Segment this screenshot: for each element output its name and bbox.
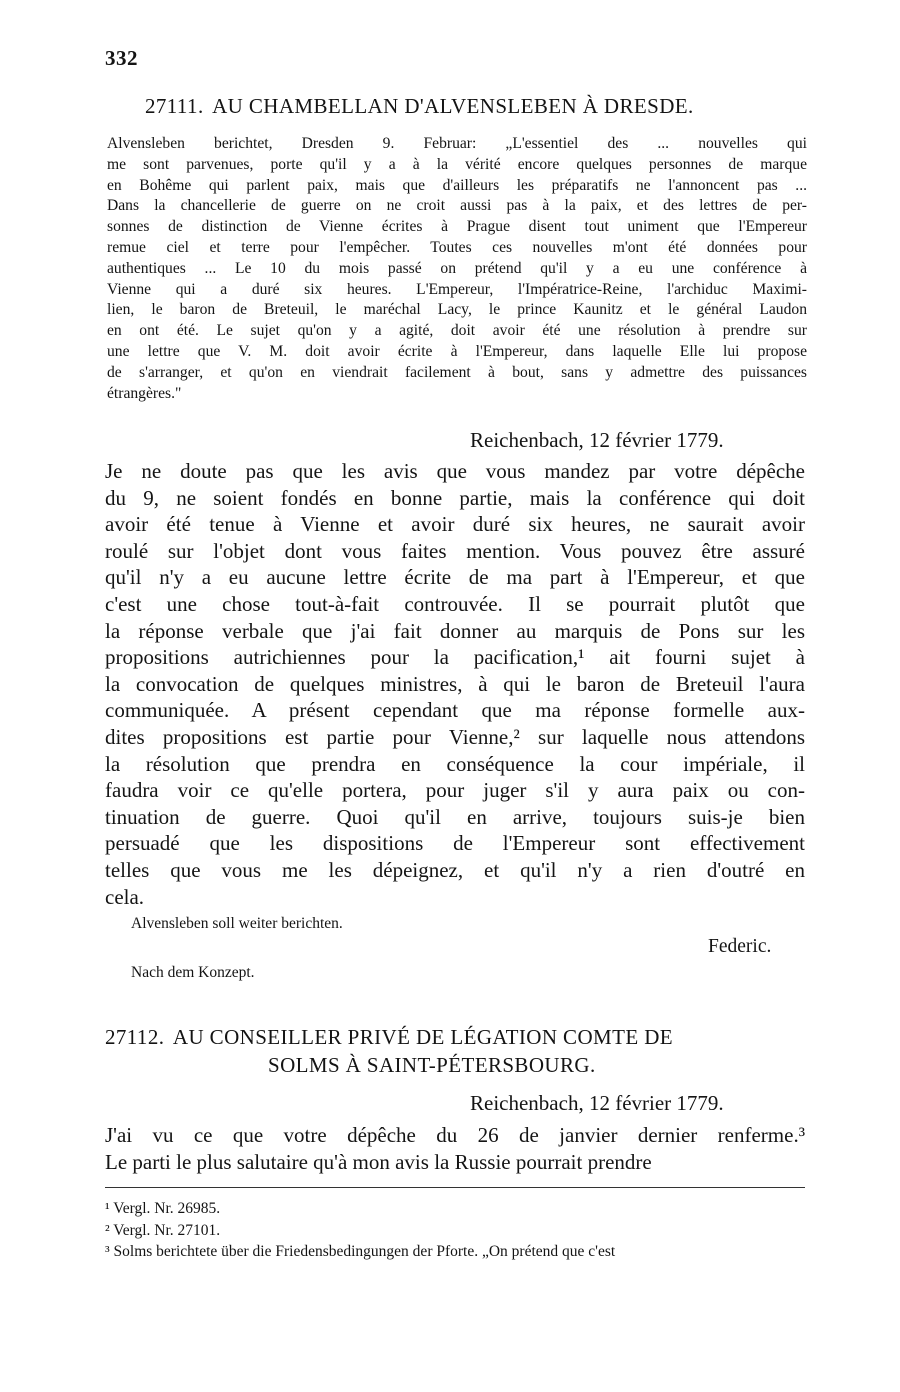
summary-line: Alvensleben berichtet, Dresden 9. Februar: „L'essentiel des ... nouvelles qui (107, 135, 807, 152)
body-line: propositions autrichiennes pour la pacification,¹ ait fourni sujet à (105, 645, 805, 670)
body-line: Je ne doute pas que les avis que vous mandez par votre dépêche (105, 459, 805, 483)
signature: Federic. (708, 936, 772, 957)
letter-title-2-line2: SOLMS À SAINT-PÉTERSBOURG. (268, 1053, 596, 1077)
body-line: la réponse verbale que j'ai fait donner au marquis de Pons sur les (105, 618, 805, 643)
summary-line: me sont parvenues, porte qu'il y a à la vérité encore quelques personnes de marque (107, 155, 807, 173)
body-line: telles que vous me les dépeignez, et qu'il n'y a rien d'outré en (105, 857, 805, 882)
summary-line: une lettre que V. M. doit avoir écrite à l'Empereur, dans laquelle Elle lui propose (107, 342, 807, 360)
summary-line: Vienne qui a duré six heures. L'Empereur, l'Impératrice-Reine, l'archiduc Maximi- (107, 280, 807, 298)
footnotes (105, 1198, 825, 1263)
dateline: Reichenbach, 12 février 1779. (470, 428, 724, 452)
footnote: ² Vergl. Nr. 27101. (105, 1221, 221, 1239)
body-line: roulé sur l'objet dont vous faites mention. Vous pouvez être assuré (105, 538, 805, 563)
letter-number: 27111. (145, 94, 204, 118)
letter-title-2-line1: AU CONSEILLER PRIVÉ DE LÉGATION COMTE DE (172, 1025, 674, 1049)
summary-line: lien, le baron de Breteuil, le maréchal Lacy, le prince Kaunitz et le général Laudon (107, 301, 807, 319)
body-line: la résolution que prendra en conséquence la cour impériale, il (105, 751, 805, 776)
summary-line: en Bohême qui parlent paix, mais que d'ailleurs les préparatifs ne l'annoncent pas ... (107, 176, 807, 194)
footnote-rule (105, 1187, 805, 1188)
summary-line: remue ciel et terre pour l'empêcher. Toutes ces nouvelles m'ont été données pour (107, 238, 807, 256)
body-line: du 9, ne soient fondés en bonne partie, mais la conférence qui doit (105, 485, 805, 510)
body-line: faudra voir ce qu'elle portera, pour juger s'il y aura paix ou con- (105, 778, 805, 803)
body-line: c'est une chose tout-à-fait controuvée. Il se pourrait plutôt que (105, 591, 805, 616)
letter-body-2 (105, 1122, 805, 1175)
letter-heading (145, 94, 845, 119)
letter-title: AU CHAMBELLAN D'ALVENSLEBEN À DRESDE. (212, 94, 694, 118)
body-line: J'ai vu ce que votre dépêche du 26 de janvier dernier renferme.³ (105, 1123, 805, 1147)
summary-line: sonnes de distinction de Vienne écrites à Prague disent tout uniment que l'Empereur (107, 218, 807, 236)
body-line: la convocation de quelques ministres, à qui le baron de Breteuil l'aura (105, 671, 805, 696)
body-line: avoir été tenue à Vienne et avoir duré six heures, ne saurait avoir (105, 512, 805, 537)
body-line: cela. (105, 884, 145, 909)
letter-number-2: 27112. (105, 1025, 165, 1049)
body-line: qu'il n'y a eu aucune lettre écrite de ma part à l'Empereur, et que (105, 565, 805, 590)
letter-body (105, 458, 805, 910)
summary-line: en ont été. Le sujet qu'on y a agité, doit avoir été une résolution à prendre sur (107, 322, 807, 340)
body-line: persuadé que les dispositions de l'Empereur sont effectivement (105, 831, 805, 856)
editorial-note: Alvensleben soll weiter berichten. (131, 915, 343, 932)
body-line: tinuation de guerre. Quoi qu'il en arrive, toujours suis-je bien (105, 804, 805, 829)
source-note: Nach dem Konzept. (131, 964, 255, 981)
summary-line: de s'arranger, et qu'on en viendrait facilement à bout, sans y admettre des puissances (107, 363, 807, 381)
body-line: dites propositions est partie pour Vienne,² sur laquelle nous attendons (105, 724, 805, 749)
summary-line: authentiques ... Le 10 du mois passé on prétend qu'il y a eu une conférence à (107, 259, 807, 277)
summary-line: Dans la chancellerie de guerre on ne croit aussi pas à la paix, et des lettres de per- (107, 197, 807, 215)
footnote: ¹ Vergl. Nr. 26985. (105, 1200, 221, 1217)
body-line: communiquée. A présent cependant que ma réponse formelle aux- (105, 698, 805, 723)
page-number: 332 (105, 46, 138, 70)
summary-line: étrangères." (107, 384, 182, 402)
footnote: ³ Solms berichtete über die Friedensbedingungen der Pforte. „On prétend que c'est (105, 1243, 616, 1260)
letter-heading-2-line2 (268, 1053, 596, 1078)
letter-heading-2 (105, 1025, 805, 1050)
letter-summary (107, 134, 807, 404)
body-line: Le parti le plus salutaire qu'à mon avis la Russie pourrait prendre (105, 1149, 652, 1174)
dateline-2: Reichenbach, 12 février 1779. (470, 1091, 724, 1115)
